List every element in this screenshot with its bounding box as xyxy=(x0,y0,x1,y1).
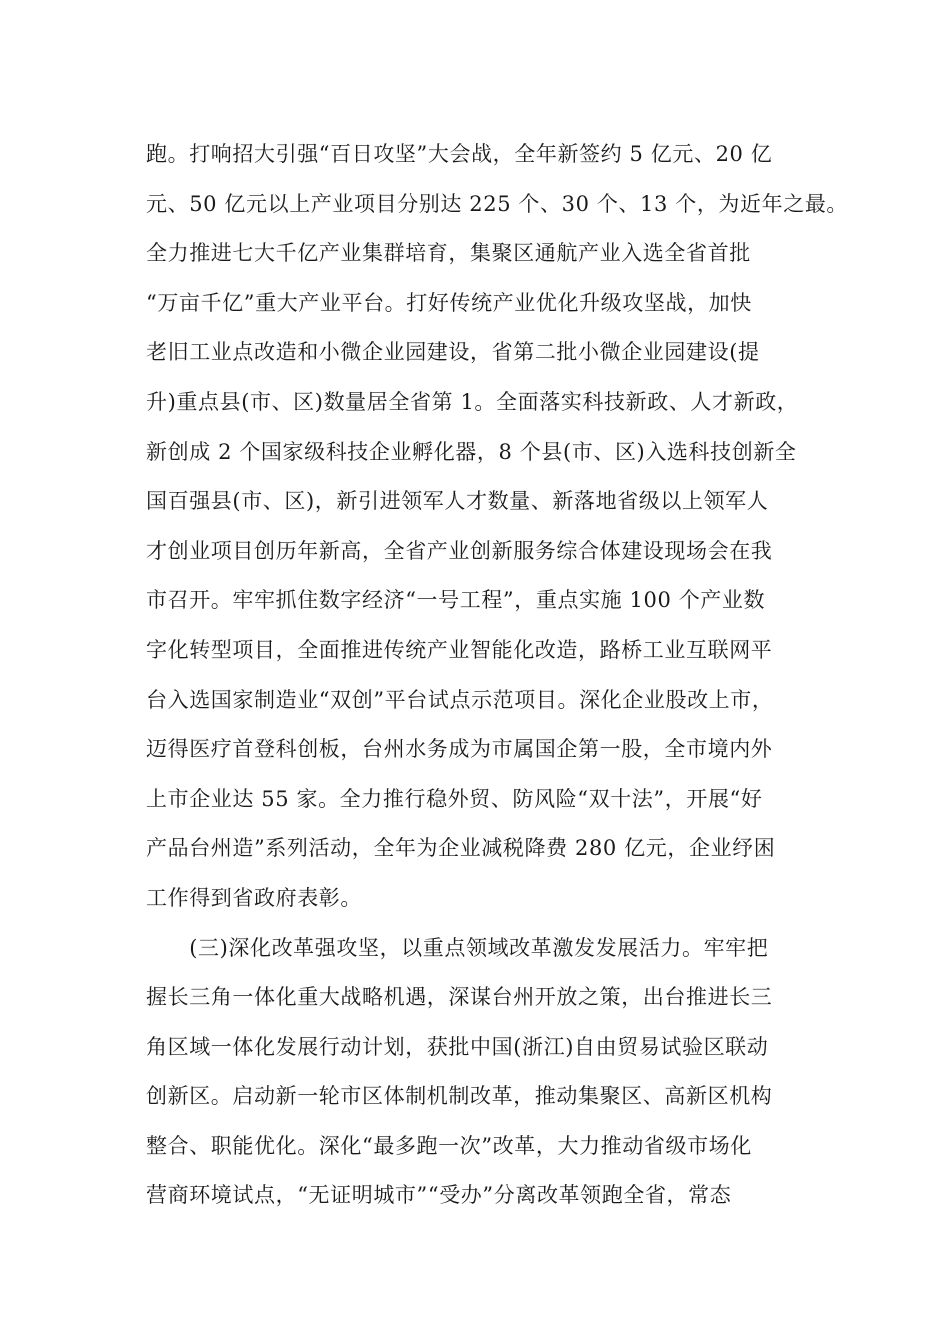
text-line: 字化转型项目，全面推进传统产业智能化改造，路桥工业互联网平 xyxy=(146,637,773,662)
text-line: 新创成 2 个国家级科技企业孵化器，8 个县(市、区)入选科技创新全 xyxy=(146,439,797,464)
text-line: 迈得医疗首登科创板，台州水务成为市属国企第一股，全市境内外 xyxy=(146,737,773,762)
text-line: 产品台州造”系列活动，全年为企业减税降费 280 亿元，企业纾困 xyxy=(146,836,776,861)
text-line: 全力推进七大千亿产业集群培育，集聚区通航产业入选全省首批 xyxy=(146,241,751,266)
text-line: 营商环境试点，“无证明城市”“受办”分离改革领跑全省，常态 xyxy=(146,1183,732,1208)
text-line: 元、50 亿元以上产业项目分别达 225 个、30 个、13 个，为近年之最。 xyxy=(146,191,849,216)
body-text xyxy=(146,130,849,1221)
text-line: 才创业项目创历年新高，全省产业创新服务综合体建设现场会在我 xyxy=(146,538,773,563)
text-line: 角区域一体化发展行动计划，获批中国(浙江)自由贸易试验区联动 xyxy=(146,1034,769,1059)
text-line: “万亩千亿”重大产业平台。打好传统产业优化升级攻坚战，加快 xyxy=(146,290,752,315)
text-line: 整合、职能优化。深化“最多跑一次”改革，大力推动省级市场化 xyxy=(146,1133,752,1158)
text-line: 创新区。启动新一轮市区体制机制改革，推动集聚区、高新区机构 xyxy=(146,1084,773,1109)
text-line: 握长三角一体化重大战略机遇，深谋台州开放之策，出台推进长三 xyxy=(146,985,773,1010)
text-line: 台入选国家制造业“双创”平台试点示范项目。深化企业股改上市， xyxy=(146,687,774,712)
text-line: (三)深化改革强攻坚，以重点领域改革激发发展活力。牢牢把 xyxy=(146,935,769,960)
text-line: 工作得到省政府表彰。 xyxy=(146,885,362,910)
text-line: 市召开。牢牢抓住数字经济“一号工程”，重点实施 100 个产业数 xyxy=(146,588,766,613)
text-line: 上市企业达 55 家。全力推行稳外贸、防风险“双十法”，开展“好 xyxy=(146,786,763,811)
text-line: 跑。打响招大引强“百日攻坚”大会战，全年新签约 5 亿元、20 亿 xyxy=(146,142,773,166)
text-line: 国百强县(市、区)，新引进领军人才数量、新落地省级以上领军人 xyxy=(146,489,769,514)
text-line: 升)重点县(市、区)数量居全省第 1。全面落实科技新政、人才新政， xyxy=(146,389,799,414)
text-line: 老旧工业点改造和小微企业园建设，省第二批小微企业园建设(提 xyxy=(146,340,760,365)
